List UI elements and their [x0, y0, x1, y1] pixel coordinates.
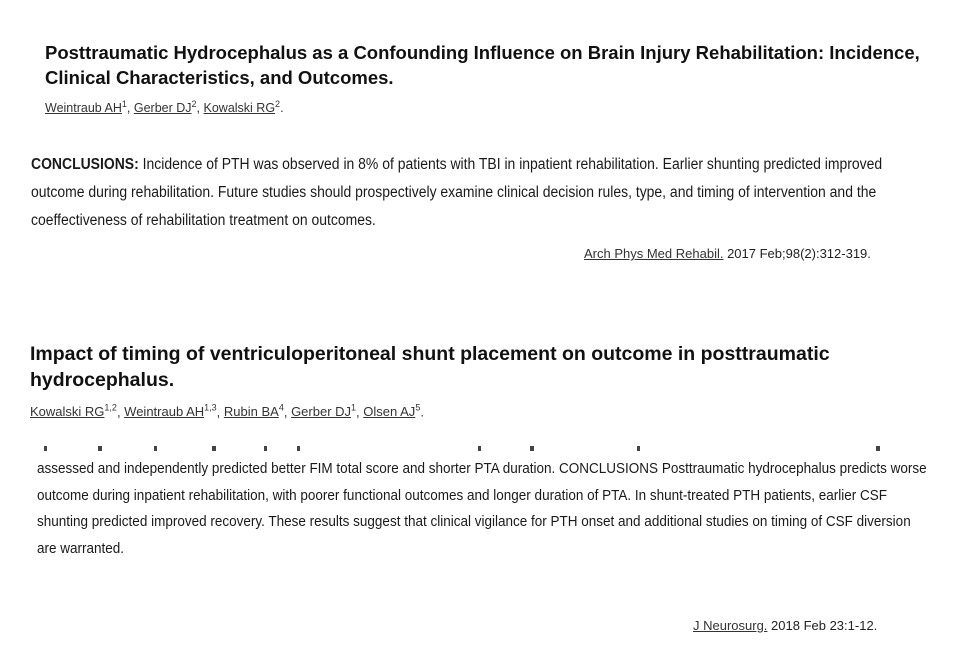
author-olsen-link[interactable]: Olsen AJ	[363, 404, 416, 420]
author-kowalski	[30, 404, 117, 419]
citation-details: 2018 Feb 23:1-12.	[767, 618, 878, 633]
conclusions-label: CONCLUSIONS:	[31, 156, 139, 173]
author-olsen	[363, 404, 420, 419]
author-gerber-link[interactable]: Gerber DJ	[133, 101, 192, 116]
author-weintraub	[124, 404, 216, 419]
author-separator: ,	[116, 404, 125, 420]
author-separator: ,	[216, 404, 224, 420]
article2-author-list	[30, 403, 424, 419]
article2-title: Impact of timing of ventriculoperitoneal shunt placement on outcome in posttraumatic hydrocephalus.	[30, 343, 830, 392]
author-affiliation: 4	[278, 403, 284, 413]
author-list-end: .	[280, 101, 284, 116]
article2-abstract-excerpt: assessed and independently predicted better FIM total score and shorter PTA duration. CONCLUSIONS Posttraumatic hydrocephalus predicts worse outcome during inpatient rehabilitation, with poorer functional outcomes and longer duration of PTA. In shunt-treated PTH patients, earlier CSF shunting predicted improved recovery. These results suggest that clinical vigilance for PTH onset and additional studies on timing of CSF diversion are warranted.	[37, 460, 927, 557]
author-kowalski	[203, 99, 284, 116]
journal-link-j-neurosurg[interactable]: J Neurosurg.	[693, 618, 768, 633]
author-gerber	[291, 404, 356, 419]
author-list-end: .	[420, 404, 424, 420]
author-rubin	[224, 404, 284, 419]
conclusions-text: Incidence of PTH was observed in 8% of patients with TBI in inpatient rehabilitation. Earlier shunting predicted improved outcome during rehabilitation. Future studies should prospectively examine clinical decision rules, type, and timing of intervention and the coeffectiveness of rehabilitation treatment on outcomes.	[31, 156, 883, 229]
author-affiliation: 1	[351, 403, 357, 413]
author-separator: ,	[126, 101, 134, 116]
author-affiliation: 5	[415, 403, 421, 413]
author-weintraub-link[interactable]: Weintraub AH	[45, 101, 122, 116]
citation-details: 2017 Feb;98(2):312-319.	[723, 246, 871, 261]
author-gerber-link[interactable]: Gerber DJ	[291, 404, 352, 420]
author-affiliation: 2	[191, 99, 197, 109]
article1-conclusions	[31, 151, 931, 235]
cropped-text-line	[36, 440, 926, 452]
author-weintraub	[45, 101, 127, 115]
article1-citation	[584, 246, 871, 261]
article1-author-list	[45, 99, 284, 115]
author-affiliation: 1	[121, 99, 127, 109]
author-separator: ,	[196, 101, 204, 116]
journal-link-arch-phys-med-rehabil[interactable]: Arch Phys Med Rehabil.	[584, 246, 724, 261]
author-separator: ,	[283, 404, 292, 420]
author-kowalski-link[interactable]: Kowalski RG	[203, 101, 276, 116]
author-affiliation: 1,3	[204, 403, 217, 413]
author-rubin-link[interactable]: Rubin BA	[223, 404, 279, 420]
article2-citation	[693, 618, 877, 633]
author-affiliation: 1,2	[104, 403, 117, 413]
author-kowalski-link[interactable]: Kowalski RG	[30, 404, 105, 420]
author-gerber	[134, 101, 197, 115]
article1-title: Posttraumatic Hydrocephalus as a Confounding Influence on Brain Injury Rehabilitation: Incidence, Clinical Characteristics, and Outcomes.	[45, 42, 920, 88]
author-separator: ,	[356, 404, 364, 420]
author-weintraub-link[interactable]: Weintraub AH	[124, 404, 205, 420]
author-affiliation: 2	[275, 99, 281, 109]
